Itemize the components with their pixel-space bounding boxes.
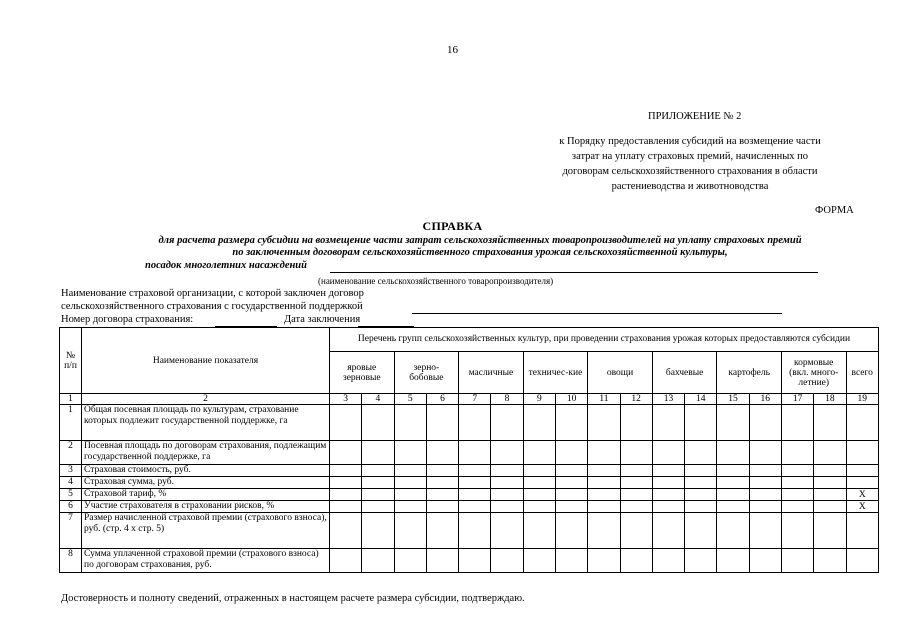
value-cell[interactable] [555,465,587,477]
value-cell[interactable] [394,477,426,489]
total-cell[interactable] [846,477,879,489]
appendix-reference-line: договорам сельскохозяйственного страхования в области [562,166,818,177]
table-row [60,477,879,489]
value-cell[interactable] [555,405,587,441]
row-number: 8 [60,549,82,573]
row-number: 2 [60,441,82,465]
value-cell[interactable] [620,405,652,441]
header-group: овощи [588,352,653,394]
index-cell: 5 [394,394,426,405]
value-cell[interactable] [749,441,781,465]
index-cell: 9 [523,394,555,405]
value-cell[interactable] [523,405,555,441]
value-cell[interactable] [555,513,587,549]
value-cell[interactable] [555,489,587,501]
value-cell[interactable] [426,513,458,549]
value-cell[interactable] [394,405,426,441]
confirmation-text: Достоверность и полноту сведений, отраженных в настоящем расчете размера субсидии, подтверждаю. [61,593,525,604]
index-cell: 7 [459,394,491,405]
value-cell[interactable] [491,405,523,441]
value-cell[interactable] [426,465,458,477]
value-cell[interactable] [781,513,813,549]
header-group: кормовые (вкл. много-летние) [781,352,846,394]
value-cell[interactable] [426,405,458,441]
row-indicator-name: Участие страхователя в страховании рисков, % [82,501,330,513]
value-cell[interactable] [685,477,717,489]
value-cell[interactable] [749,465,781,477]
value-cell[interactable] [685,489,717,501]
value-cell[interactable] [523,513,555,549]
index-cell: 8 [491,394,523,405]
value-cell[interactable] [781,477,813,489]
value-cell[interactable] [330,501,362,513]
value-cell[interactable] [362,513,394,549]
value-cell[interactable] [394,489,426,501]
value-cell[interactable] [588,489,620,501]
value-cell[interactable] [717,465,749,477]
value-cell[interactable] [330,441,362,465]
index-cell: 4 [362,394,394,405]
value-cell[interactable] [685,441,717,465]
header-indicator-name: Наименование показателя [82,328,330,394]
value-cell[interactable] [491,441,523,465]
value-cell[interactable] [426,441,458,465]
row-number: 3 [60,465,82,477]
insurer-name-field[interactable] [412,303,782,314]
header-group: всего [846,352,879,394]
value-cell[interactable] [588,513,620,549]
value-cell[interactable] [652,465,684,477]
value-cell[interactable] [362,441,394,465]
value-cell[interactable] [394,441,426,465]
value-cell[interactable] [491,489,523,501]
value-cell[interactable] [394,549,426,573]
value-cell[interactable] [330,465,362,477]
value-cell[interactable] [685,501,717,513]
row-number: 5 [60,489,82,501]
value-cell[interactable] [459,489,491,501]
contract-date-field[interactable] [358,316,414,327]
appendix-heading: ПРИЛОЖЕНИЕ № 2 [648,111,742,122]
value-cell[interactable] [814,441,846,465]
value-cell[interactable] [717,477,749,489]
value-cell[interactable] [588,501,620,513]
document-title: СПРАВКА [422,219,483,233]
value-cell[interactable] [717,441,749,465]
value-cell[interactable] [814,489,846,501]
value-cell[interactable] [749,477,781,489]
value-cell[interactable] [717,405,749,441]
value-cell[interactable] [459,513,491,549]
value-cell[interactable] [620,441,652,465]
insurer-label-2: сельскохозяйственного страхования с государственной поддержкой [61,301,363,312]
value-cell[interactable] [362,489,394,501]
value-cell[interactable] [426,477,458,489]
value-cell[interactable] [717,549,749,573]
index-cell: 1 [60,394,82,405]
value-cell[interactable] [620,501,652,513]
value-cell[interactable] [620,477,652,489]
header-group: масличные [459,352,524,394]
index-row [60,394,879,405]
value-cell[interactable] [588,477,620,489]
page-number: 16 [447,44,458,56]
index-cell: 12 [620,394,652,405]
index-cell: 19 [846,394,879,405]
value-cell[interactable] [555,501,587,513]
value-cell[interactable] [523,501,555,513]
value-cell[interactable] [555,477,587,489]
value-cell[interactable] [459,441,491,465]
value-cell[interactable] [523,441,555,465]
value-cell[interactable] [459,477,491,489]
value-cell[interactable] [362,465,394,477]
value-cell[interactable] [717,501,749,513]
appendix-reference-line: к Порядку предоставления субсидий на возмещение части [559,136,821,147]
row-number: 7 [60,513,82,549]
subtitle-line: для расчета размера субсидии на возмещение части затрат сельскохозяйственных товаропроизводителей на уплату страховых премий [158,235,802,246]
value-cell[interactable] [588,549,620,573]
value-cell[interactable] [394,465,426,477]
value-cell[interactable] [491,501,523,513]
value-cell[interactable] [588,441,620,465]
index-cell: 16 [749,394,781,405]
index-cell: 17 [781,394,813,405]
table-row [60,513,879,549]
total-cell[interactable] [846,465,879,477]
value-cell[interactable] [685,405,717,441]
producer-name-field[interactable] [330,262,818,273]
index-cell: 11 [588,394,620,405]
index-cell: 10 [555,394,587,405]
row-number: 6 [60,501,82,513]
value-cell[interactable] [523,465,555,477]
value-cell[interactable] [330,549,362,573]
contract-number-label: Номер договора страхования: [61,314,194,325]
value-cell[interactable] [362,477,394,489]
value-cell[interactable] [620,549,652,573]
value-cell[interactable] [555,441,587,465]
contract-date-label: Дата заключения [284,314,361,325]
value-cell[interactable] [652,405,684,441]
insurer-label-1: Наименование страховой организации, с которой заключен договор [61,288,364,299]
value-cell[interactable] [652,549,684,573]
value-cell[interactable] [814,513,846,549]
row-indicator-name: Общая посевная площадь по культурам, страхование которых подлежит государственной поддержке, га [82,405,330,441]
index-cell: 18 [814,394,846,405]
index-cell: 6 [426,394,458,405]
value-cell[interactable] [749,513,781,549]
value-cell[interactable] [620,465,652,477]
value-cell[interactable] [330,489,362,501]
value-cell[interactable] [394,501,426,513]
value-cell[interactable] [749,549,781,573]
value-cell[interactable] [459,405,491,441]
index-cell: 3 [330,394,362,405]
contract-number-field[interactable] [215,316,277,327]
value-cell[interactable] [459,501,491,513]
value-cell[interactable] [459,465,491,477]
appendix-reference-line: растениеводства и животноводства [611,181,769,192]
value-cell[interactable] [781,501,813,513]
value-cell[interactable] [652,489,684,501]
value-cell[interactable] [588,405,620,441]
value-cell[interactable] [330,405,362,441]
value-cell[interactable] [491,465,523,477]
value-cell[interactable] [781,405,813,441]
value-cell[interactable] [362,405,394,441]
table-row [60,501,879,513]
subsidy-table [59,327,879,573]
value-cell[interactable] [781,489,813,501]
value-cell[interactable] [491,477,523,489]
appendix-reference-line: затрат на уплату страховых премий, начисленных по [571,151,809,162]
value-cell[interactable] [394,513,426,549]
value-cell[interactable] [523,477,555,489]
index-cell: 13 [652,394,684,405]
row-indicator-name: Страховая стоимость, руб. [82,465,330,477]
value-cell[interactable] [717,489,749,501]
value-cell[interactable] [781,465,813,477]
total-cell[interactable] [846,549,879,573]
total-cell[interactable] [846,513,879,549]
table-row [60,489,879,501]
header-group: яровые зерновые [330,352,395,394]
header-number: № п/п [60,328,82,394]
value-cell[interactable] [814,465,846,477]
total-cell[interactable] [846,405,879,441]
value-cell[interactable] [362,501,394,513]
value-cell[interactable] [685,549,717,573]
index-cell: 2 [82,394,330,405]
table-row [60,549,879,573]
value-cell[interactable] [781,549,813,573]
value-cell[interactable] [685,513,717,549]
value-cell[interactable] [814,549,846,573]
header-group: зерно-бобовые [394,352,459,394]
value-cell[interactable] [491,549,523,573]
value-cell[interactable] [426,489,458,501]
appendix-reference [520,134,860,194]
row-indicator-name: Сумма уплаченной страховой премии (страхового взноса) по договорам страхования, руб. [82,549,330,573]
value-cell[interactable] [459,549,491,573]
total-cell[interactable]: Х [846,489,879,501]
table-row [60,405,879,441]
value-cell[interactable] [814,501,846,513]
value-cell[interactable] [330,513,362,549]
value-cell[interactable] [652,477,684,489]
header-crop-groups: Перечень групп сельскохозяйственных культур, при проведении страхования урожая которых предоставляются субсидии [330,328,879,352]
value-cell[interactable] [749,489,781,501]
value-cell[interactable] [523,549,555,573]
value-cell[interactable] [814,405,846,441]
value-cell[interactable] [426,501,458,513]
value-cell[interactable] [652,513,684,549]
value-cell[interactable] [749,501,781,513]
table-row [60,441,879,465]
value-cell[interactable] [555,549,587,573]
value-cell[interactable] [620,513,652,549]
producer-caption: (наименование сельскохозяйственного товаропроизводителя) [318,276,554,286]
value-cell[interactable] [652,501,684,513]
header-group: картофель [717,352,782,394]
index-cell: 15 [717,394,749,405]
value-cell[interactable] [685,465,717,477]
value-cell[interactable] [717,513,749,549]
value-cell[interactable] [491,513,523,549]
value-cell[interactable] [588,465,620,477]
row-number: 1 [60,405,82,441]
header-group: бахчевые [652,352,717,394]
row-indicator-name: Страховой тариф, % [82,489,330,501]
subtitle-last-line: посадок многолетних насаждений [145,260,307,271]
header-group: техничес-кие [523,352,588,394]
value-cell[interactable] [749,405,781,441]
document-subtitle [100,235,860,259]
value-cell[interactable] [330,477,362,489]
total-cell[interactable]: Х [846,501,879,513]
value-cell[interactable] [620,489,652,501]
total-cell[interactable] [846,441,879,465]
value-cell[interactable] [652,441,684,465]
value-cell[interactable] [362,549,394,573]
value-cell[interactable] [814,477,846,489]
value-cell[interactable] [781,441,813,465]
form-label: ФОРМА [815,205,854,216]
value-cell[interactable] [523,489,555,501]
table-row [60,465,879,477]
row-indicator-name: Посевная площадь по договорам страхования, подлежащим государственной поддержке, га [82,441,330,465]
index-cell: 14 [685,394,717,405]
row-number: 4 [60,477,82,489]
row-indicator-name: Размер начисленной страховой премии (страхового взноса), руб. (стр. 4 х стр. 5) [82,513,330,549]
subtitle-line: по заключенным договорам сельскохозяйственного страхования урожая сельскохозяйственной культуры, [232,247,728,258]
row-indicator-name: Страховая сумма, руб. [82,477,330,489]
value-cell[interactable] [426,549,458,573]
